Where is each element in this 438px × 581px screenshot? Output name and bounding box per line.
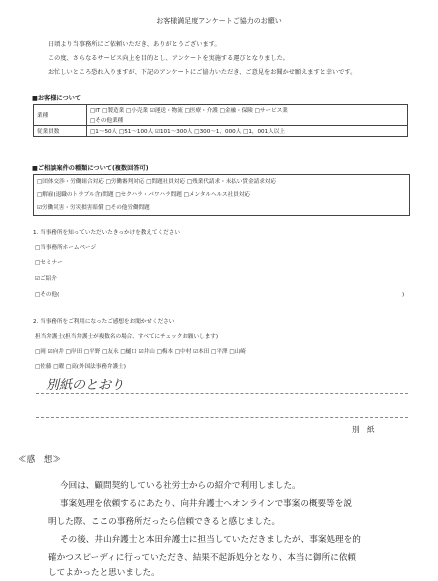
consult-options-line2[interactable]: □解雇(退職のトラブル含)問題 □セクハラ・パワハラ問題 □メンタルヘルス社員対応 <box>37 192 251 198</box>
industry-label: 業種 <box>34 105 87 126</box>
q2-question: 2. 当事務所をご利用になったご感想をお聞かせください <box>33 319 175 325</box>
impressions-heading: ≪感 想≫ <box>18 455 61 465</box>
q1-option-other[interactable]: □その他( <box>35 292 60 298</box>
customer-heading: ■お客様について <box>32 95 82 102</box>
q1-option-homepage[interactable]: □当事務所ホームページ <box>35 245 97 251</box>
consult-box <box>33 174 410 216</box>
q1-question: 1. 当事務所を知っていただいたきっかけを教えてください <box>33 230 180 236</box>
attachment-label: 別 紙 <box>352 425 375 434</box>
lawyer-prompt: 担当弁護士(担当弁護士が複数名の場合、すべてにチェックお願いします) <box>35 334 219 340</box>
q1-option-seminar[interactable]: □セミナー <box>35 260 63 266</box>
consult-heading: ■ご相談案件の種類について(複数回答可) <box>32 165 149 172</box>
employees-label: 従業員数 <box>34 126 87 137</box>
answer-line-2 <box>36 417 408 418</box>
employees-options[interactable]: □1～50人 □51～100人 ☑101～300人 □300～1，000人 □1，001人以上 <box>87 126 408 137</box>
industry-options-line2[interactable]: □その他業種 <box>87 115 408 126</box>
page-title: お客様満足度アンケートご協力のお願い <box>156 17 282 25</box>
handwritten-note: 別紙のとおり <box>46 378 125 393</box>
answer-line-1 <box>36 393 408 394</box>
intro-line-2: この度、さらなるサービス向上を目的とし、アンケートを実施する運びとなりました。 <box>48 55 289 62</box>
q1-option-referral[interactable]: ☑ご紹介 <box>35 276 57 282</box>
impression-line-2: 事案処理を依頼するにあたり、向井弁護士へオンラインで事案の概要等を説 <box>60 499 352 509</box>
consult-options-line3[interactable]: ☑労働災害・労災損害賠償 □その他労働問題 <box>37 205 150 211</box>
impression-line-4: その後、井山弁護士と本田弁護士に担当していただきましたが、事案処理を的 <box>60 535 361 545</box>
impression-line-5: 確かつスピーディに行っていただき、結果不起訴処分となり、本当に御所に依頼 <box>48 553 357 563</box>
intro-line-1: 日頃より当事務所にご依頼いただき、ありがとうございます。 <box>48 41 221 48</box>
consult-options-line1[interactable]: □団体交渉・労働組合対応 □労働審判対応 □問題社員対応 □残業代請求・未払い賃金請求対応 <box>37 179 277 185</box>
customer-table <box>33 104 408 137</box>
lawyers-line1[interactable]: □岡 ☑向井 □岸田 □平野 □友永 □樋口 ☑井山 □梅本 □中村 ☑本田 □平澤 □山崎 <box>35 349 246 355</box>
industry-options-line1[interactable]: □IT □製造業 □小売業 ☑運送・物流 □医療・介護 □金融・保険 □サービス業 <box>87 105 408 116</box>
impression-line-3: 明した際、ここの事務所だったら信頼できると感じました。 <box>48 517 281 527</box>
intro-line-3: お忙しいところ恐れ入りますが、下記のアンケートにご協力いただき、ご意見をお聞かせ願えますと幸いです。 <box>48 69 357 76</box>
lawyers-line2[interactable]: □佐藤 □曜 □高(外国法事務弁護士) <box>35 364 126 370</box>
impression-line-6: してよかったと思いました。 <box>48 568 160 578</box>
impression-line-1: 今回は、顧問契約している社労士からの紹介で利用しました。 <box>60 481 301 491</box>
q1-close-paren: ) <box>402 292 405 298</box>
